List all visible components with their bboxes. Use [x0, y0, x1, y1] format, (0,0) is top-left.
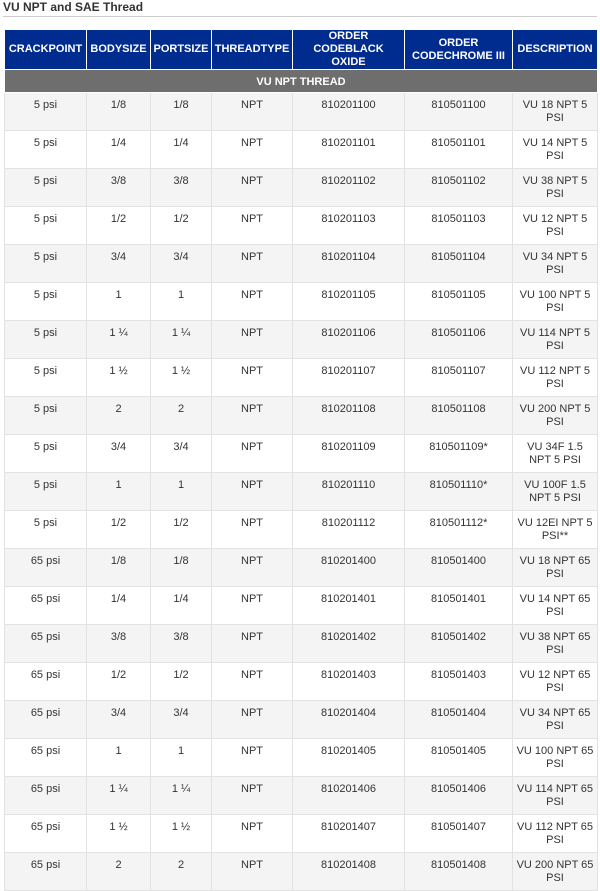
crackpoint-cell: 5 psi	[5, 511, 87, 549]
order-code-chrome-cell: 810501112*	[405, 511, 513, 549]
table-row	[5, 739, 598, 777]
bodysize-cell: 1/2	[87, 511, 151, 549]
threadtype-cell: NPT	[212, 359, 293, 397]
portsize-cell: 1 ¼	[151, 321, 212, 359]
order-code-black-oxide-cell: 810201406	[293, 777, 405, 815]
order-code-black-oxide-cell: 810201109	[293, 435, 405, 473]
crackpoint-cell: 5 psi	[5, 359, 87, 397]
description-cell: VU 34 NPT 5 PSI	[513, 245, 598, 283]
header-row	[5, 30, 598, 70]
order-code-black-oxide-cell: 810201100	[293, 93, 405, 131]
threadtype-cell: NPT	[212, 93, 293, 131]
order-code-black-oxide-cell: 810201402	[293, 625, 405, 663]
table-row	[5, 245, 598, 283]
order-code-chrome-cell: 810501106	[405, 321, 513, 359]
order-code-chrome-cell: 810501407	[405, 815, 513, 853]
table-row	[5, 701, 598, 739]
order-code-black-oxide-cell: 810201102	[293, 169, 405, 207]
order-code-chrome-cell: 810501108	[405, 397, 513, 435]
table-row	[5, 625, 598, 663]
crackpoint-cell: 65 psi	[5, 587, 87, 625]
threadtype-cell: NPT	[212, 283, 293, 321]
order-code-chrome-cell: 810501400	[405, 549, 513, 587]
portsize-cell: 3/8	[151, 625, 212, 663]
description-cell: VU 14 NPT 65 PSI	[513, 587, 598, 625]
threadtype-cell: NPT	[212, 549, 293, 587]
threadtype-cell: NPT	[212, 701, 293, 739]
bodysize-cell: 1 ¼	[87, 777, 151, 815]
portsize-cell: 1	[151, 473, 212, 511]
order-code-chrome-cell: 810501102	[405, 169, 513, 207]
table-row	[5, 815, 598, 853]
order-code-chrome-cell: 810501405	[405, 739, 513, 777]
order-code-black-oxide-cell: 810201404	[293, 701, 405, 739]
bodysize-cell: 3/4	[87, 435, 151, 473]
portsize-cell: 1/2	[151, 511, 212, 549]
portsize-cell: 2	[151, 397, 212, 435]
order-code-black-oxide-cell: 810201101	[293, 131, 405, 169]
table-row	[5, 663, 598, 701]
order-code-black-oxide-cell: 810201110	[293, 473, 405, 511]
section-row	[5, 70, 598, 93]
description-cell: VU 34F 1.5 NPT 5 PSI	[513, 435, 598, 473]
order-code-black-oxide-cell: 810201104	[293, 245, 405, 283]
portsize-cell: 1/2	[151, 207, 212, 245]
table-row	[5, 169, 598, 207]
bodysize-cell: 1 ¼	[87, 321, 151, 359]
threadtype-cell: NPT	[212, 321, 293, 359]
description-cell: VU 18 NPT 65 PSI	[513, 549, 598, 587]
portsize-cell: 3/4	[151, 245, 212, 283]
threadtype-cell: NPT	[212, 207, 293, 245]
description-cell: VU 14 NPT 5 PSI	[513, 131, 598, 169]
threadtype-cell: NPT	[212, 587, 293, 625]
threadtype-cell: NPT	[212, 131, 293, 169]
portsize-cell: 3/8	[151, 169, 212, 207]
order-code-black-oxide-cell: 810201400	[293, 549, 405, 587]
description-cell: VU 100F 1.5 NPT 5 PSI	[513, 473, 598, 511]
description-cell: VU 12EI NPT 5 PSI**	[513, 511, 598, 549]
bodysize-cell: 3/4	[87, 701, 151, 739]
order-code-chrome-cell: 810501404	[405, 701, 513, 739]
threadtype-cell: NPT	[212, 815, 293, 853]
bodysize-cell: 1/4	[87, 587, 151, 625]
threadtype-cell: NPT	[212, 511, 293, 549]
order-code-black-oxide-cell: 810201106	[293, 321, 405, 359]
threadtype-cell: NPT	[212, 473, 293, 511]
bodysize-cell: 1/8	[87, 93, 151, 131]
portsize-cell: 2	[151, 853, 212, 891]
col-header-bodysize: BODYSIZE	[87, 30, 151, 70]
crackpoint-cell: 65 psi	[5, 815, 87, 853]
threadtype-cell: NPT	[212, 245, 293, 283]
threadtype-cell: NPT	[212, 853, 293, 891]
crackpoint-cell: 5 psi	[5, 397, 87, 435]
order-code-chrome-cell: 810501101	[405, 131, 513, 169]
description-cell: VU 34 NPT 65 PSI	[513, 701, 598, 739]
crackpoint-cell: 5 psi	[5, 131, 87, 169]
order-code-chrome-cell: 810501105	[405, 283, 513, 321]
order-code-black-oxide-cell: 810201403	[293, 663, 405, 701]
description-cell: VU 112 NPT 65 PSI	[513, 815, 598, 853]
order-code-black-oxide-cell: 810201112	[293, 511, 405, 549]
portsize-cell: 1 ¼	[151, 777, 212, 815]
table-row	[5, 283, 598, 321]
crackpoint-cell: 65 psi	[5, 663, 87, 701]
title-divider	[3, 16, 597, 17]
table-row	[5, 853, 598, 891]
threadtype-cell: NPT	[212, 435, 293, 473]
order-code-black-oxide-cell: 810201107	[293, 359, 405, 397]
order-code-black-oxide-cell: 810201103	[293, 207, 405, 245]
order-code-chrome-cell: 810501107	[405, 359, 513, 397]
page-title: VU NPT and SAE Thread	[3, 0, 144, 14]
table-row	[5, 587, 598, 625]
order-code-chrome-cell: 810501401	[405, 587, 513, 625]
bodysize-cell: 1	[87, 473, 151, 511]
portsize-cell: 1/4	[151, 131, 212, 169]
crackpoint-cell: 65 psi	[5, 549, 87, 587]
table-row	[5, 359, 598, 397]
threadtype-cell: NPT	[212, 397, 293, 435]
col-header-order-code-black-oxide: ORDER CODEBLACK OXIDE	[293, 30, 405, 70]
order-code-chrome-cell: 810501406	[405, 777, 513, 815]
bodysize-cell: 1 ½	[87, 359, 151, 397]
crackpoint-cell: 65 psi	[5, 625, 87, 663]
bodysize-cell: 1	[87, 739, 151, 777]
table-row	[5, 473, 598, 511]
threadtype-cell: NPT	[212, 777, 293, 815]
table-row	[5, 435, 598, 473]
order-code-black-oxide-cell: 810201105	[293, 283, 405, 321]
table-row	[5, 549, 598, 587]
order-code-chrome-cell: 810501110*	[405, 473, 513, 511]
order-code-chrome-cell: 810501100	[405, 93, 513, 131]
bodysize-cell: 3/4	[87, 245, 151, 283]
crackpoint-cell: 5 psi	[5, 473, 87, 511]
bodysize-cell: 1/4	[87, 131, 151, 169]
portsize-cell: 1	[151, 739, 212, 777]
table-row	[5, 93, 598, 131]
bodysize-cell: 1/2	[87, 207, 151, 245]
section-label: VU NPT THREAD	[5, 70, 598, 93]
crackpoint-cell: 65 psi	[5, 853, 87, 891]
description-cell: VU 100 NPT 65 PSI	[513, 739, 598, 777]
description-cell: VU 112 NPT 5 PSI	[513, 359, 598, 397]
order-code-black-oxide-cell: 810201407	[293, 815, 405, 853]
col-header-order-code-chrome: ORDER CODECHROME III	[405, 30, 513, 70]
bodysize-cell: 3/8	[87, 169, 151, 207]
crackpoint-cell: 5 psi	[5, 93, 87, 131]
col-header-threadtype: THREADTYPE	[212, 30, 293, 70]
threadtype-cell: NPT	[212, 739, 293, 777]
table-row	[5, 511, 598, 549]
crackpoint-cell: 5 psi	[5, 245, 87, 283]
col-header-portsize: PORTSIZE	[151, 30, 212, 70]
threadtype-cell: NPT	[212, 169, 293, 207]
crackpoint-cell: 65 psi	[5, 701, 87, 739]
threadtype-cell: NPT	[212, 663, 293, 701]
bodysize-cell: 1/8	[87, 549, 151, 587]
description-cell: VU 18 NPT 5 PSI	[513, 93, 598, 131]
description-cell: VU 200 NPT 5 PSI	[513, 397, 598, 435]
table-row	[5, 397, 598, 435]
bodysize-cell: 1/2	[87, 663, 151, 701]
description-cell: VU 200 NPT 65 PSI	[513, 853, 598, 891]
order-code-black-oxide-cell: 810201405	[293, 739, 405, 777]
description-cell: VU 100 NPT 5 PSI	[513, 283, 598, 321]
order-code-black-oxide-cell: 810201401	[293, 587, 405, 625]
thread-spec-table	[4, 29, 598, 891]
order-code-chrome-cell: 810501109*	[405, 435, 513, 473]
portsize-cell: 1	[151, 283, 212, 321]
order-code-chrome-cell: 810501408	[405, 853, 513, 891]
order-code-chrome-cell: 810501103	[405, 207, 513, 245]
portsize-cell: 1/8	[151, 549, 212, 587]
bodysize-cell: 2	[87, 397, 151, 435]
portsize-cell: 3/4	[151, 701, 212, 739]
order-code-chrome-cell: 810501403	[405, 663, 513, 701]
order-code-chrome-cell: 810501402	[405, 625, 513, 663]
bodysize-cell: 3/8	[87, 625, 151, 663]
portsize-cell: 1/2	[151, 663, 212, 701]
crackpoint-cell: 65 psi	[5, 777, 87, 815]
description-cell: VU 12 NPT 65 PSI	[513, 663, 598, 701]
order-code-black-oxide-cell: 810201108	[293, 397, 405, 435]
description-cell: VU 38 NPT 5 PSI	[513, 169, 598, 207]
table-row	[5, 321, 598, 359]
table-row	[5, 131, 598, 169]
table-row	[5, 207, 598, 245]
crackpoint-cell: 5 psi	[5, 283, 87, 321]
crackpoint-cell: 65 psi	[5, 739, 87, 777]
crackpoint-cell: 5 psi	[5, 169, 87, 207]
col-header-description: DESCRIPTION	[513, 30, 598, 70]
portsize-cell: 1 ½	[151, 815, 212, 853]
bodysize-cell: 1	[87, 283, 151, 321]
portsize-cell: 1/8	[151, 93, 212, 131]
order-code-black-oxide-cell: 810201408	[293, 853, 405, 891]
bodysize-cell: 2	[87, 853, 151, 891]
bodysize-cell: 1 ½	[87, 815, 151, 853]
crackpoint-cell: 5 psi	[5, 207, 87, 245]
crackpoint-cell: 5 psi	[5, 321, 87, 359]
col-header-crackpoint: CRACKPOINT	[5, 30, 87, 70]
portsize-cell: 1/4	[151, 587, 212, 625]
description-cell: VU 38 NPT 65 PSI	[513, 625, 598, 663]
portsize-cell: 1 ½	[151, 359, 212, 397]
threadtype-cell: NPT	[212, 625, 293, 663]
description-cell: VU 12 NPT 5 PSI	[513, 207, 598, 245]
description-cell: VU 114 NPT 5 PSI	[513, 321, 598, 359]
crackpoint-cell: 5 psi	[5, 435, 87, 473]
description-cell: VU 114 NPT 65 PSI	[513, 777, 598, 815]
portsize-cell: 3/4	[151, 435, 212, 473]
order-code-chrome-cell: 810501104	[405, 245, 513, 283]
table-row	[5, 777, 598, 815]
